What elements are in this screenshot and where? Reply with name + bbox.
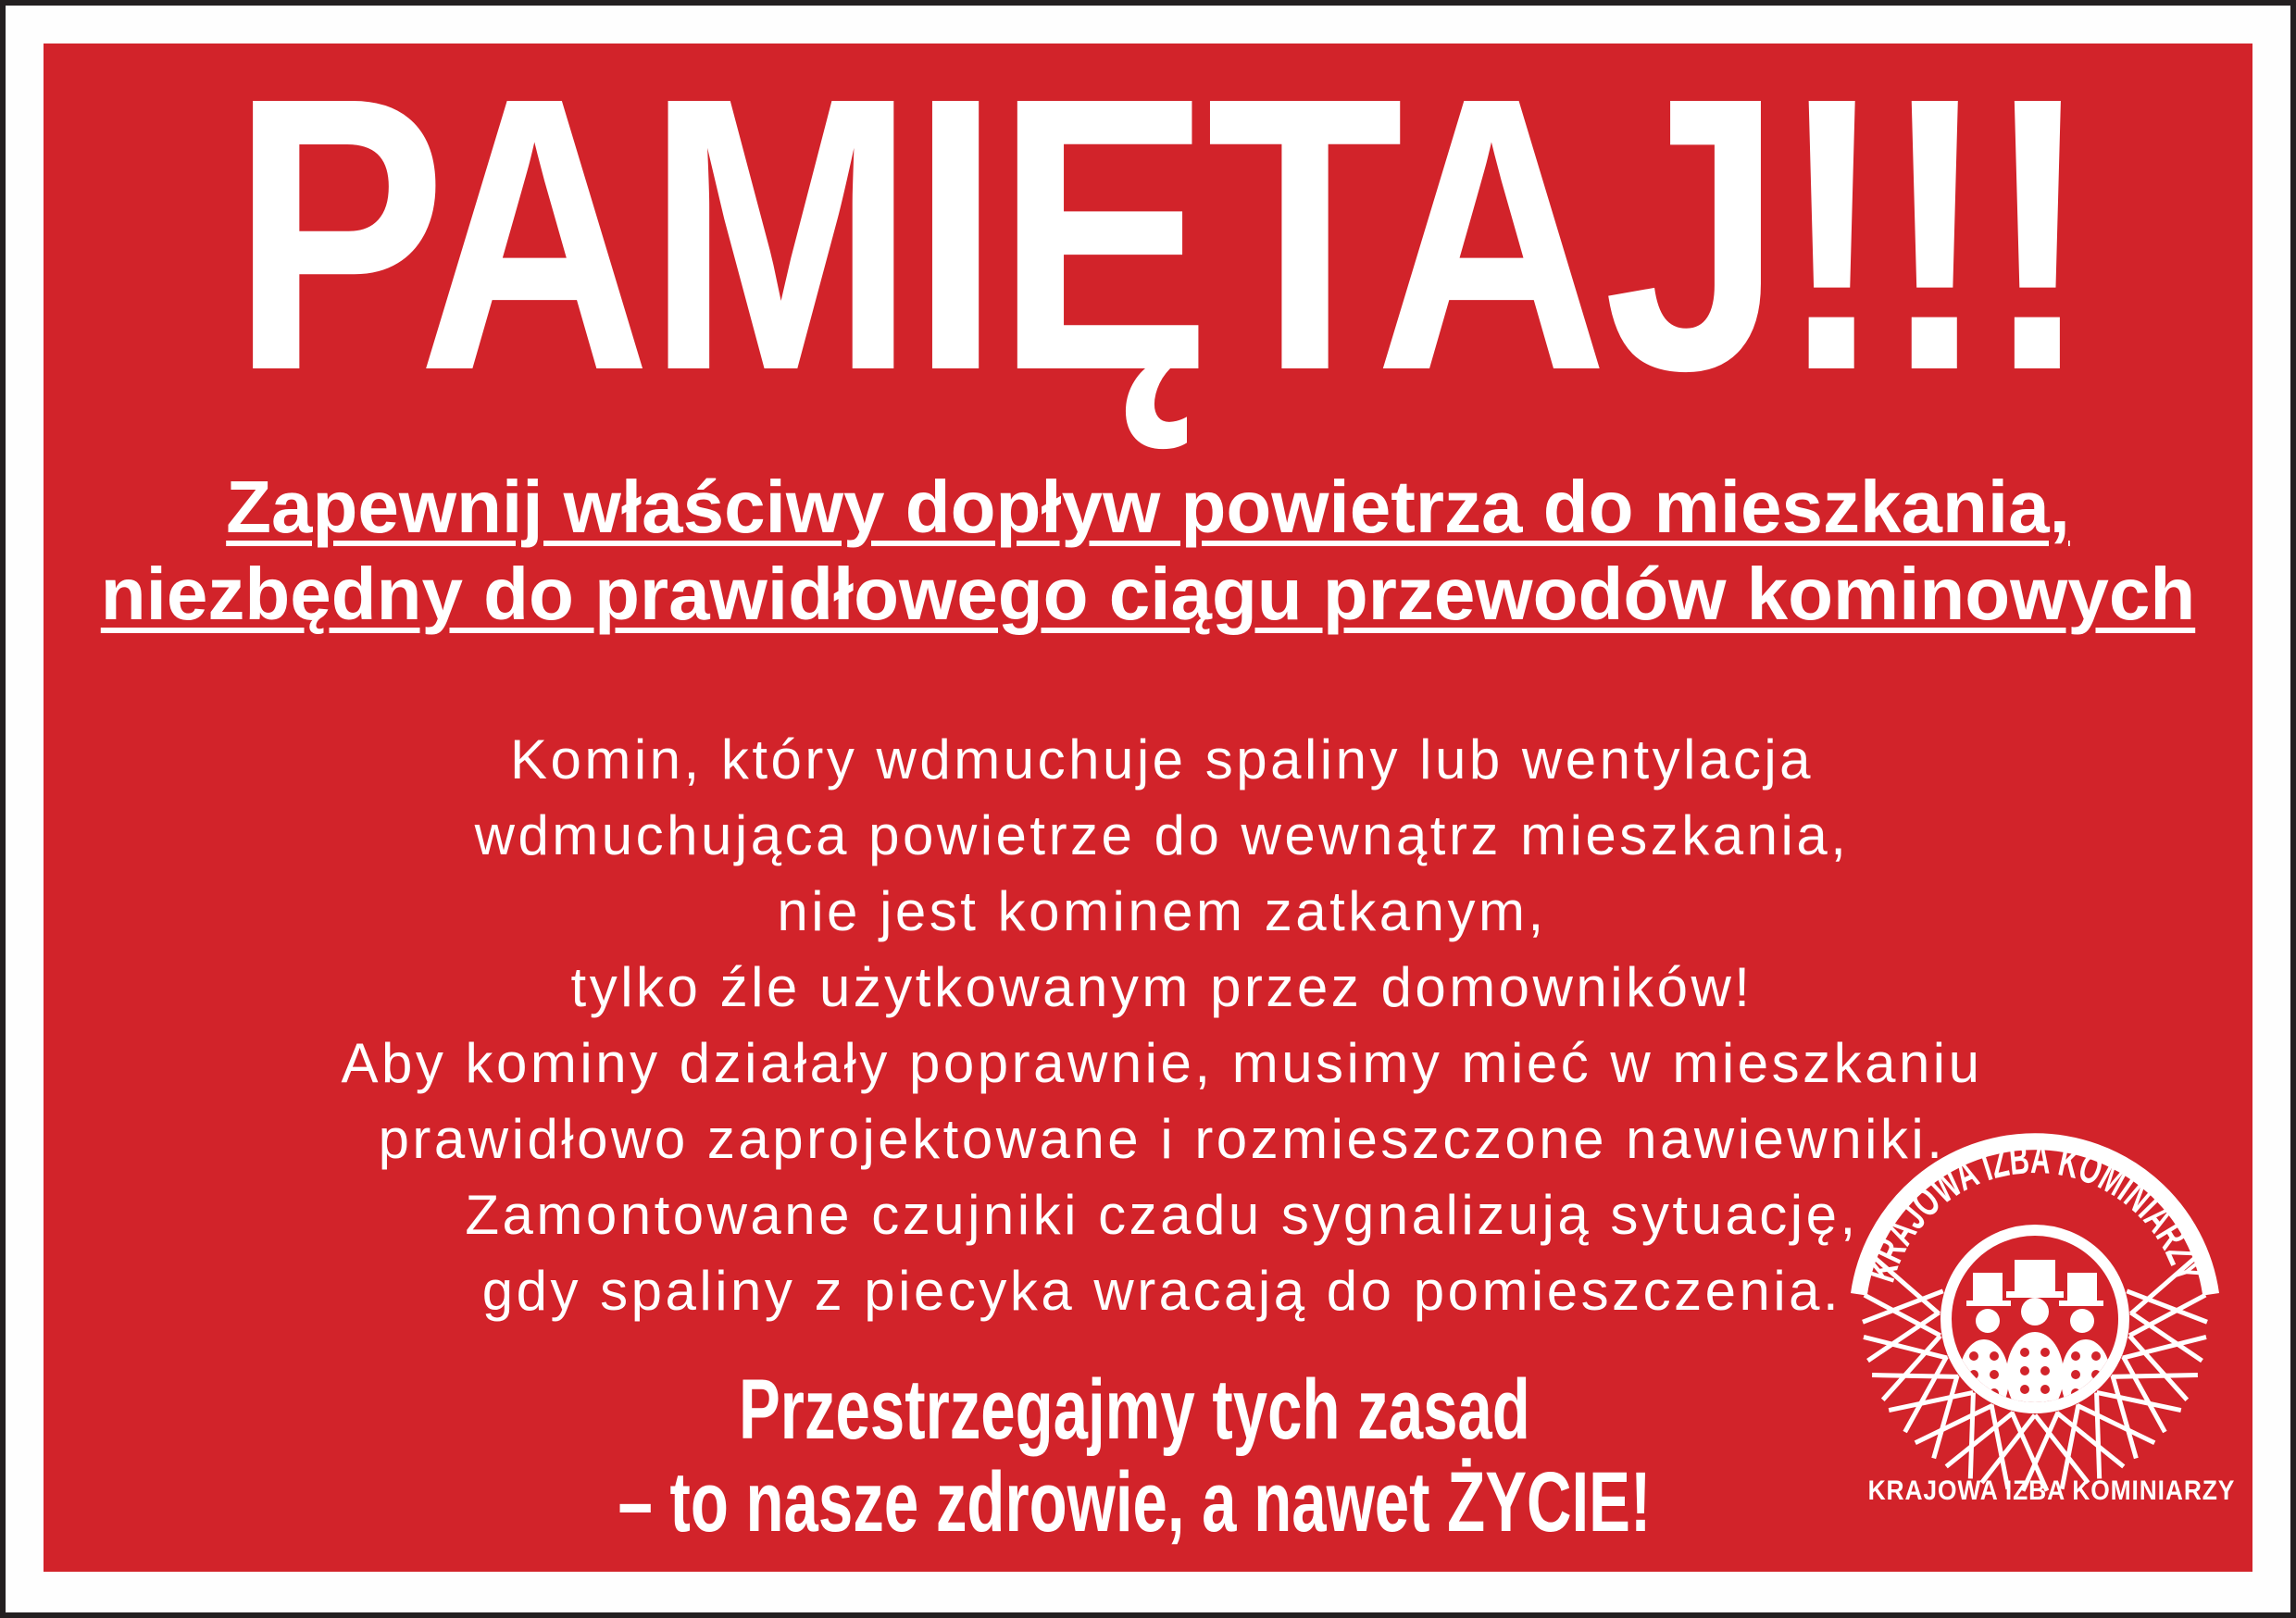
- body-line: tylko źle użytkowanym przez domowników!: [570, 956, 1753, 1018]
- red-panel: [44, 18, 2252, 1572]
- body-line: Aby kominy działały poprawnie, musimy mieć w mieszkaniu: [341, 1032, 1983, 1094]
- subtitle-line-2: niezbędny do prawidłowego ciągu przewodów kominowych: [100, 553, 2196, 635]
- body-line: nie jest kominem zatkanym,: [777, 880, 1547, 942]
- logo-caption: KRAJOWA IZBA KOMINIARZY: [1867, 1475, 2236, 1506]
- conclusion-line-1: Przestrzegajmy tych zasad: [738, 1363, 1530, 1457]
- body-line: wdmuchująca powietrze do wewnątrz mieszkania,: [474, 804, 1850, 866]
- subtitle-line-1: Zapewnij właściwy dopływ powietrza do mieszkania,: [226, 466, 2070, 548]
- logo-emblem: [1845, 1129, 2236, 1509]
- logo-arc-text: KRAJOWA IZBA KOMINIARZY: [1855, 1133, 2218, 1297]
- headline: PAMIĘTAJ!!!: [231, 18, 2088, 452]
- subtitle: [44, 464, 2252, 638]
- body-line: Komin, który wdmuchuje spaliny lub wentylacja: [509, 728, 1815, 790]
- kik-logo: [1845, 1129, 2236, 1507]
- body-line: Zamontowane czujniki czadu sygnalizują sytuację,: [465, 1184, 1859, 1246]
- body-line: gdy spaliny z piecyka wracają do pomieszczenia.: [481, 1260, 1842, 1322]
- conclusion: [342, 1363, 1954, 1549]
- conclusion-line-2: – to nasze zdrowie, a nawet ŻYCIE!: [618, 1455, 1652, 1550]
- poster-page: [6, 6, 2290, 1612]
- body-line: prawidłowo zaprojektowane i rozmieszczone nawiewniki.: [378, 1108, 1946, 1170]
